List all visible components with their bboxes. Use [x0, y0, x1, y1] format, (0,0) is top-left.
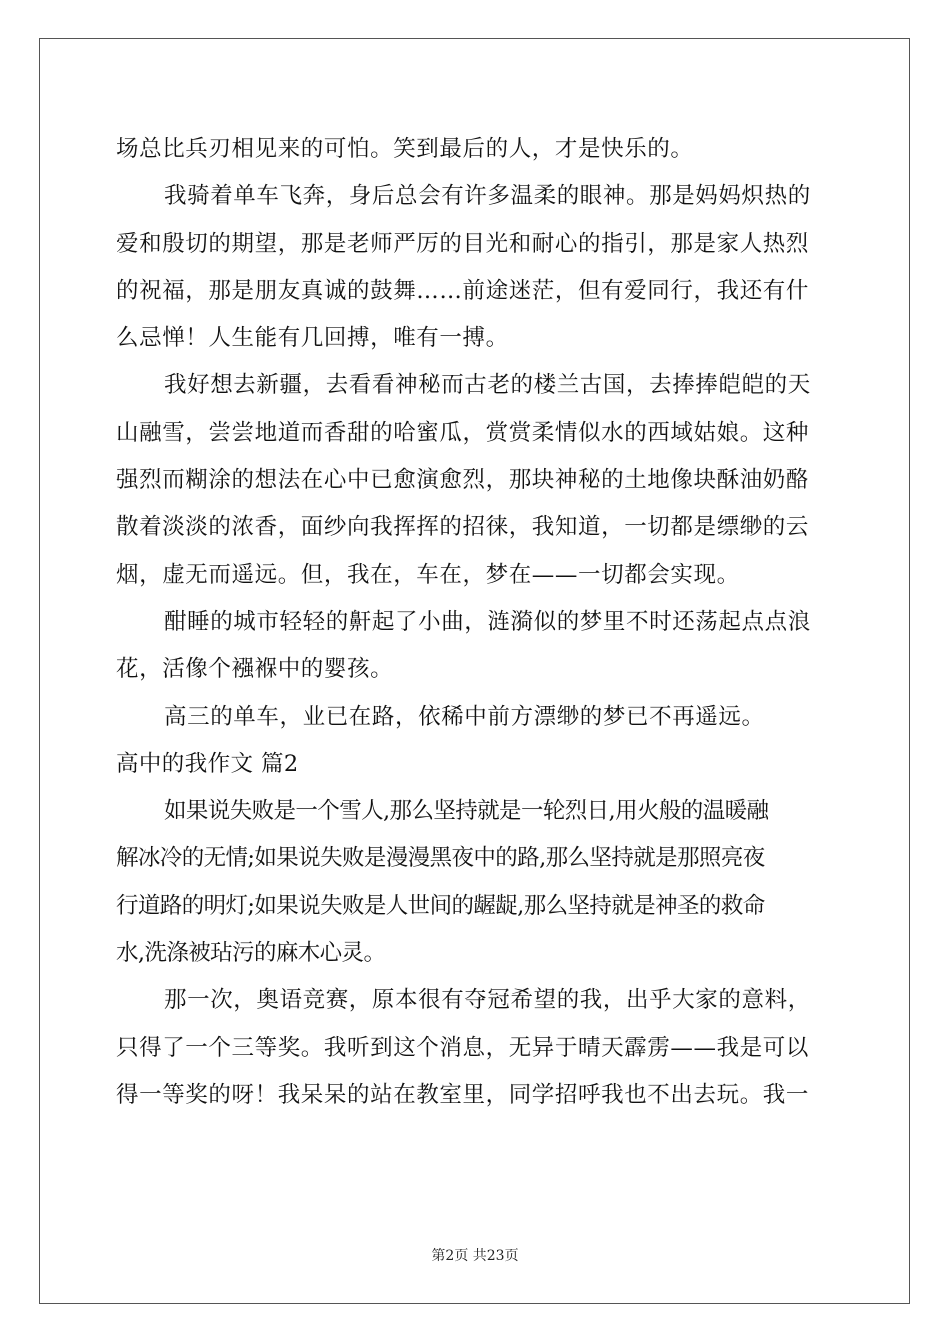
text-line: 烟，虚无而遥远。但，我在，车在，梦在——一切都会实现。 — [116, 561, 740, 588]
document-body — [116, 126, 836, 1119]
text-line: 只得了一个三等奖。我听到这个消息，无异于晴天霹雳——我是可以 — [116, 1034, 810, 1061]
text-line: 场总比兵刃相见来的可怕。笑到最后的人，才是快乐的。 — [116, 136, 694, 162]
text-line: 散着淡淡的浓香，面纱向我挥挥的招徕，我知道，一切都是缥缈的云 — [116, 514, 810, 541]
text-line: 高三的单车，业已在路，依稀中前方漂缈的梦已不再遥远。 — [164, 703, 765, 730]
text-line: 解冰冷的无情;如果说失败是漫漫黑夜中的路,那么坚持就是那照亮夜 — [116, 845, 765, 872]
text-line: 水,洗涤被玷污的麻木心灵。 — [116, 940, 386, 967]
text-line: 我骑着单车飞奔，身后总会有许多温柔的眼神。那是妈妈炽热的 — [164, 183, 811, 210]
text-line: 么忌惮！人生能有几回搏，唯有一搏。 — [116, 325, 509, 352]
text-line: 花，活像个襁褓中的婴孩。 — [116, 656, 394, 683]
text-line: 酣睡的城市轻轻的鼾起了小曲，涟漪似的梦里不时还荡起点点浪 — [164, 608, 811, 635]
page-number-footer: 第2页 共23页 — [431, 1248, 519, 1264]
text-line: 山融雪，尝尝地道而香甜的哈蜜瓜，赏赏柔情似水的西域姑娘。这种 — [116, 419, 810, 446]
text-line: 如果说失败是一个雪人,那么坚持就是一轮烈日,用火般的温暖融 — [164, 798, 769, 825]
text-line: 得一等奖的呀！我呆呆的站在教室里，同学招呼我也不出去玩。我一 — [116, 1081, 810, 1108]
text-line: 强烈而糊涂的想法在心中已愈演愈烈，那块神秘的土地像块酥油奶酪 — [116, 467, 810, 494]
section-heading: 高中的我作文 篇2 — [116, 750, 299, 777]
text-line: 爱和殷切的期望，那是老师严厉的目光和耐心的指引，那是家人热烈 — [116, 230, 810, 257]
text-line: 那一次，奥语竞赛，原本很有夺冠希望的我，出乎大家的意料， — [164, 987, 811, 1014]
text-line: 行道路的明灯;如果说失败是人世间的龌龊,那么坚持就是神圣的救命 — [116, 892, 765, 919]
text-line: 我好想去新疆，去看看神秘而古老的楼兰古国，去捧捧皑皑的天 — [164, 372, 811, 399]
text-line: 的祝福，那是朋友真诚的鼓舞……前途迷茫，但有爱同行，我还有什 — [116, 277, 810, 304]
